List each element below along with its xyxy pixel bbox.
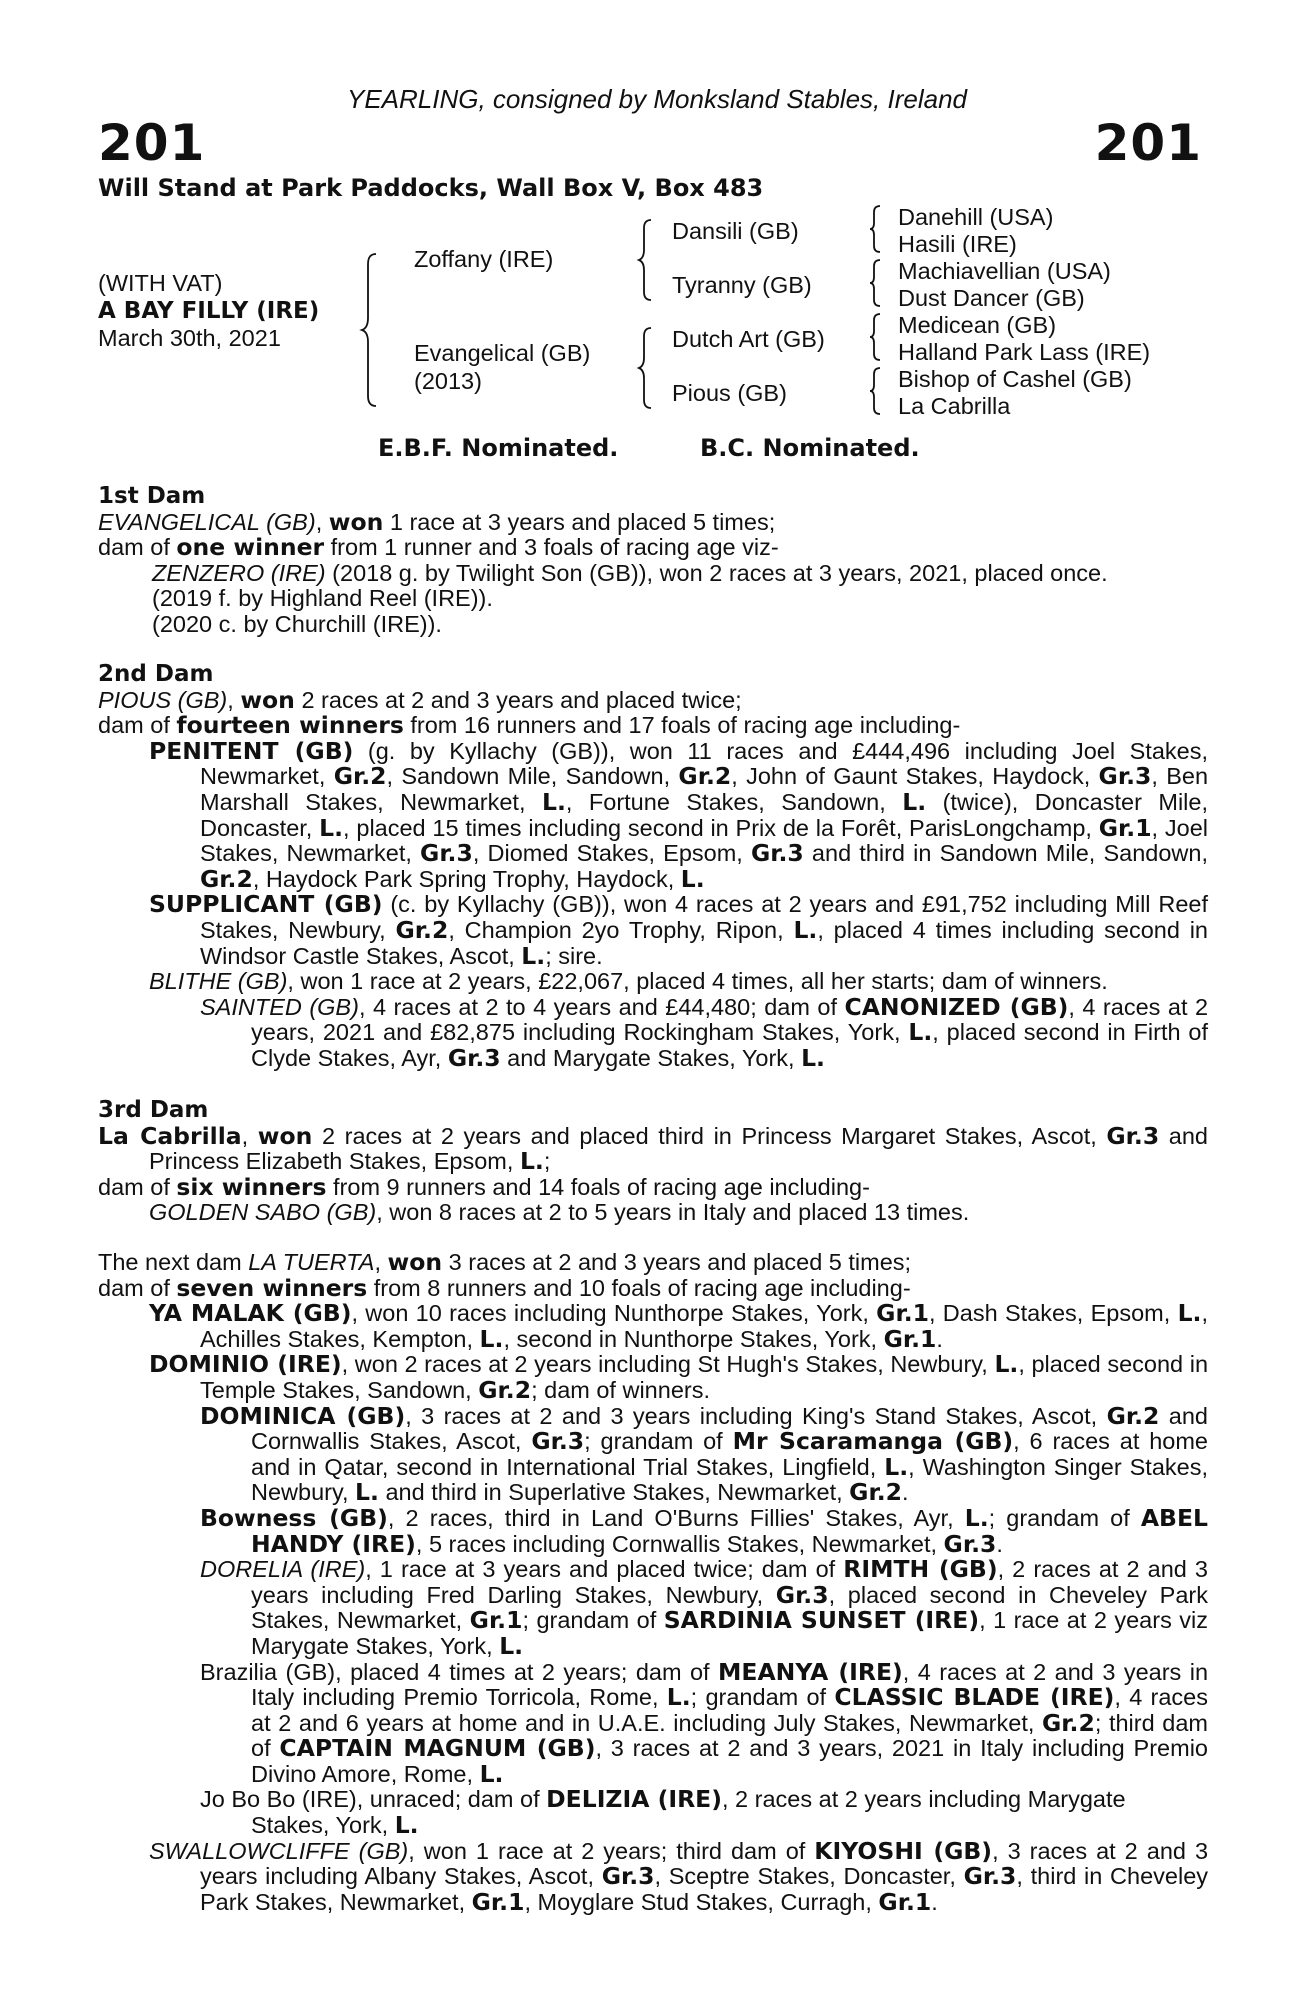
lot-number-left: 201	[98, 114, 206, 172]
brace-g78	[870, 366, 886, 416]
consignor-line: YEARLING, consigned by Monksland Stables, Ireland	[346, 84, 967, 114]
first-dam-section	[98, 484, 1208, 638]
lot-subject-name: A BAY FILLY (IRE)	[98, 298, 320, 324]
third-dam-produce-summary: dam of six winners from 9 runners and 14 foals of racing age including-	[98, 1172, 870, 1201]
fourth-dam-section	[98, 1250, 1208, 1915]
foaling-date: March 30th, 2021	[98, 325, 281, 351]
produce-sainted: SAINTED (GB), 4 races at 2 to 4 years and £44,480; dam of CANONIZED (GB), 4 races at 2 years, 2021 and £82,875 including Rockingham Stakes, York, L., placed second in Firth of Clyde Stakes, Ayr, Gr.3 and Marygate Stakes, York, L.	[200, 992, 1209, 1072]
ancestor-g5: Medicean (GB)	[898, 312, 1057, 338]
dam-dam: Pious (GB)	[672, 380, 787, 406]
second-dam-record: PIOUS (GB), won 2 races at 2 and 3 years and placed twice;	[98, 685, 742, 714]
produce-zenzero: ZENZERO (IRE) (2018 g. by Twilight Son (GB)), won 2 races at 3 years, 2021, placed once.	[152, 559, 1108, 586]
brace-g56	[870, 312, 886, 362]
produce-dominio: DOMINIO (IRE), won 2 races at 2 years including St Hugh's Stakes, Newbury, L., placed second in Temple Stakes, Sandown, Gr.2; dam of winners.	[149, 1350, 1209, 1404]
first-dam-record: EVANGELICAL (GB), won 1 race at 3 years and placed 5 times;	[98, 507, 776, 536]
sire-sire: Dansili (GB)	[672, 218, 799, 244]
produce-dominica: DOMINICA (GB), 3 races at 2 and 3 years including King's Stand Stakes, Ascot, Gr.2 and Cornwallis Stakes, Ascot, Gr.3; grandam of Mr Scaramanga (GB), 6 races at home and in Qatar, second in International Trial Stakes, Lingfield, L., Washington Singer Stakes, Newbury, L. and third in Superlative Stakes, Newmarket, Gr.2.	[200, 1401, 1209, 1507]
vat-note: (WITH VAT)	[98, 270, 223, 296]
brace-dam	[640, 326, 658, 410]
ancestor-g6: Halland Park Lass (IRE)	[898, 339, 1151, 365]
fourth-dam-record: The next dam LA TUERTA, won 3 races at 2 and 3 years and placed 5 times;	[98, 1248, 912, 1276]
produce-dorelia: DORELIA (IRE), 1 race at 3 years and placed twice; dam of RIMTH (GB), 2 races at 2 and 3 years including Fred Darling Stakes, Newbury, Gr.3, placed second in Cheveley Park Stakes, Newmarket, Gr.1; grandam of SARDINIA SUNSET (IRE), 1 race at 2 years viz Marygate Stakes, York, L.	[200, 1555, 1209, 1660]
produce-bowness: Bowness (GB), 2 races, third in Land O'Burns Fillies' Stakes, Ayr, L.; grandam of ABEL HANDY (IRE), 5 races including Cornwallis Stakes, Newmarket, Gr.3.	[200, 1503, 1208, 1558]
produce-ya-malak: YA MALAK (GB), won 10 races including Nunthorpe Stakes, York, Gr.1, Dash Stakes, Epsom, L., Achilles Stakes, Kempton, L., second in Nunthorpe Stakes, York, Gr.1.	[149, 1299, 1209, 1353]
dam-sire: Dutch Art (GB)	[672, 326, 825, 352]
lot-number-right: 201	[1094, 114, 1202, 172]
brace-g34	[870, 258, 886, 308]
first-dam-produce-summary: dam of one winner from 1 runner and 3 foals of racing age viz-	[98, 533, 779, 562]
produce-blithe: BLITHE (GB), won 1 race at 2 years, £22,067, placed 4 times, all her starts; dam of winners.	[149, 968, 1108, 995]
ancestor-g2: Hasili (IRE)	[898, 231, 1017, 257]
ancestor-g8: La Cabrilla	[898, 393, 1011, 419]
third-dam-section	[98, 1098, 1208, 1226]
sire-name: Zoffany (IRE)	[414, 246, 554, 272]
brace-sire	[640, 218, 658, 302]
stand-location: Will Stand at Park Paddocks, Wall Box V, Box 483	[98, 174, 764, 202]
bc-nomination: B.C. Nominated.	[700, 434, 920, 462]
ebf-nomination: E.B.F. Nominated.	[378, 434, 619, 462]
produce-2020-colt: (2020 c. by Churchill (IRE)).	[152, 610, 442, 637]
produce-brazilia: Brazilia (GB), placed 4 times at 2 years; dam of MEANYA (IRE), 4 races at 2 and 3 years in Italy including Premio Torricola, Rome, L.; grandam of CLASSIC BLADE (IRE), 4 races at 2 and 6 years at home and in U.A.E. including July Stakes, Newmarket, Gr.2; third dam of CAPTAIN MAGNUM (GB), 3 races at 2 and 3 years, 2021 in Italy including Premio Divino Amore, Rome, L.	[200, 1657, 1209, 1788]
produce-golden-sabo: GOLDEN SABO (GB), won 8 races at 2 to 5 years in Italy and placed 13 times.	[149, 1199, 970, 1226]
third-dam-heading: 3rd Dam	[98, 1097, 209, 1123]
dam-name: Evangelical (GB)	[414, 340, 591, 366]
brace-main	[364, 252, 384, 408]
fourth-dam-produce-summary: dam of seven winners from 8 runners and 10 foals of racing age including-	[98, 1273, 911, 1302]
produce-swallowcliffe: SWALLOWCLIFFE (GB), won 1 race at 2 years; third dam of KIYOSHI (GB), 3 races at 2 and 3 years including Albany Stakes, Ascot, Gr.3, Sceptre Stakes, Doncaster, Gr.3, third in Cheveley Park Stakes, Newmarket, Gr.1, Moyglare Stud Stakes, Curragh, Gr.1.	[149, 1836, 1209, 1916]
dam-foaled-year: (2013)	[414, 368, 482, 394]
produce-penitent: PENITENT (GB) (g. by Kyllachy (GB)), won 11 races and £444,496 including Joel Stakes, Newmarket, Gr.2, Sandown Mile, Sandown, Gr.2, John of Gaunt Stakes, Haydock, Gr.3, Ben Marshall Stakes, Newmarket, L., Fortune Stakes, Sandown, L. (twice), Doncaster Mile, Doncaster, L., placed 15 times including second in Prix de la Forêt, ParisLongchamp, Gr.1, Joel Stakes, Newmarket, Gr.3, Diomed Stakes, Epsom, Gr.3 and third in Sandown Mile, Sandown, Gr.2, Haydock Park Spring Trophy, Haydock, L.	[149, 736, 1209, 893]
ancestor-g4: Dust Dancer (GB)	[898, 285, 1085, 311]
second-dam-heading: 2nd Dam	[98, 661, 214, 687]
sire-dam: Tyranny (GB)	[672, 272, 812, 298]
produce-2019-filly: (2019 f. by Highland Reel (IRE)).	[152, 585, 493, 612]
produce-supplicant: SUPPLICANT (GB) (c. by Kyllachy (GB)), won 4 races at 2 years and £91,752 including Mill Reef Stakes, Newbury, Gr.2, Champion 2yo Trophy, Ripon, L., placed 4 times including second in Windsor Castle Stakes, Ascot, L.; sire.	[149, 890, 1208, 970]
second-dam-section	[98, 662, 1208, 1072]
third-dam-record: La Cabrilla, won 2 races at 2 years and placed third in Princess Margaret Stakes, Ascot, Gr.3 and Princess Elizabeth Stakes, Epsom, L.;	[98, 1121, 1208, 1176]
second-dam-produce-summary: dam of fourteen winners from 16 runners and 17 foals of racing age including-	[98, 711, 961, 740]
brace-g12	[870, 204, 886, 254]
ancestor-g3: Machiavellian (USA)	[898, 258, 1111, 284]
produce-jo-bo-bo: Jo Bo Bo (IRE), unraced; dam of DELIZIA (IRE), 2 races at 2 years including Marygate Stakes, York, L.	[200, 1785, 1126, 1840]
first-dam-name: EVANGELICAL (GB)	[98, 508, 316, 535]
ancestor-g1: Danehill (USA)	[898, 204, 1054, 230]
ancestor-g7: Bishop of Cashel (GB)	[898, 366, 1132, 392]
first-dam-heading: 1st Dam	[98, 483, 206, 509]
